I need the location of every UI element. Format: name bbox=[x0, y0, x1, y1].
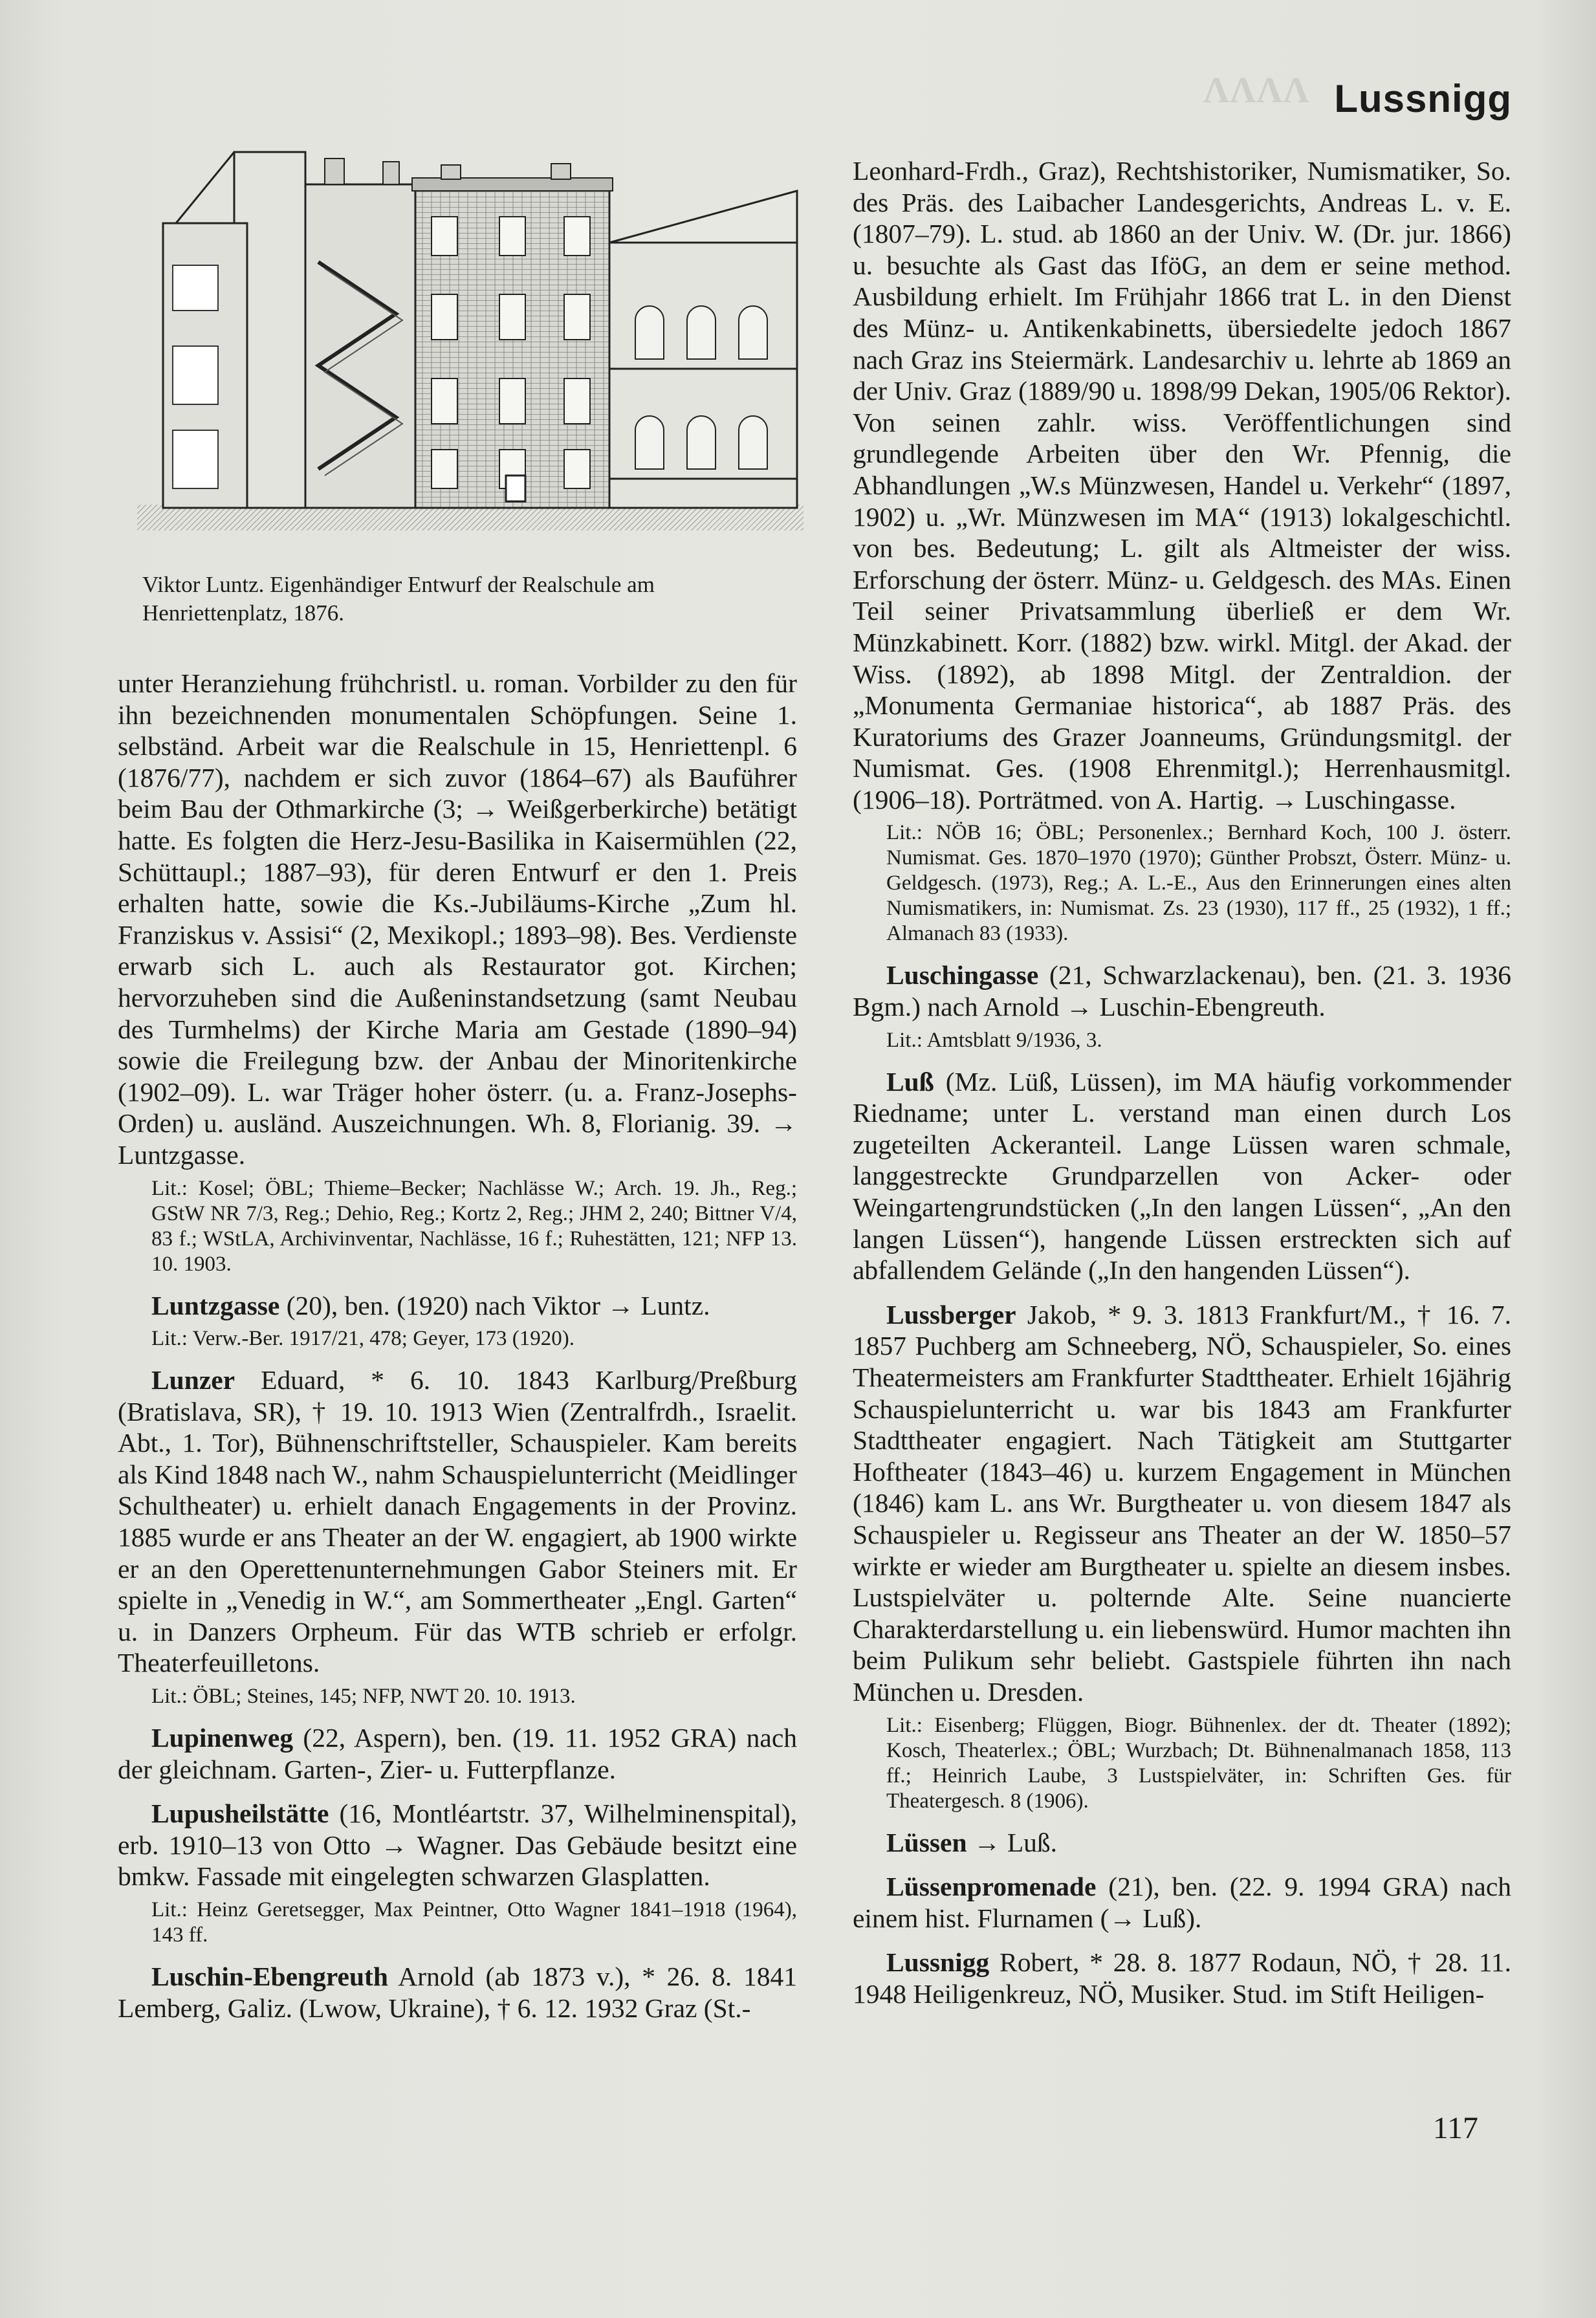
entry-headword: Lüssen bbox=[886, 1827, 967, 1857]
entry-headword: Lussnigg bbox=[886, 1947, 990, 1978]
entry-luschin-ebengreuth bbox=[118, 1961, 797, 2024]
entry-body: (Mz. Lüß, Lüssen), im MA häufig vorkommender Riedname; unter L. verstand man einen durch Los zugeteilten Ackeranteil. Lange Lüssen waren schmale, langgestreckte Grundparzellen von Acker- oder Weingartengrundstücken („In den langen Lüssen“, „An den langen Lüssen“), hangende Lüssen erstreckten sich auf abfallendem Gelände („In den hangenden Lüssen“). bbox=[853, 1066, 1511, 1285]
entry-body: (20), ben. (1920) nach Viktor → Luntz. bbox=[279, 1290, 710, 1320]
page-number: 117 bbox=[1432, 2111, 1478, 2145]
entry-headword: Luschin-Ebengreuth bbox=[151, 1962, 388, 1991]
literature-luschin: Lit.: NÖB 16; ÖBL; Personenlex.; Bernhard Koch, 100 J. österr. Numismat. Ges. 1870–1970 (1970); Günther Probszt, Österr. Münz- u. Geldgesch. (1973), Reg.; A. L.-E., Aus den Erinnerungen eines alten Numismatikers, in: Numismat. Zs. 23 (1930), 117 ff., 25 (1932), 1 ff.; Almanach 83 (1933). bbox=[886, 821, 1511, 946]
entry-headword: Lupinenweg bbox=[151, 1723, 294, 1753]
literature-lupusheilstaette: Lit.: Heinz Geretsegger, Max Peintner, Otto Wagner 1841–1918 (1964), 143 ff. bbox=[151, 1898, 797, 1947]
literature-lussberger: Lit.: Eisenberg; Flüggen, Biogr. Bühnenlex. der dt. Theater (1892); Kosch, Theaterlex.; ÖBL; Wurzbach; Dt. Bühnenalmanach 1858, 113 ff.; Heinrich Laube, 3 Lustspielväter, in: Schriften Ges. für Theatergesch. 8 (1906). bbox=[886, 1713, 1511, 1813]
caption-line: Henriettenplatz, 1876. bbox=[142, 600, 344, 626]
entry-lunzer bbox=[118, 1364, 797, 1679]
entry-luschingasse bbox=[853, 959, 1511, 1022]
figure-caption bbox=[142, 571, 763, 628]
entry-headword: Luschingasse bbox=[886, 960, 1039, 990]
caption-line: Viktor Luntz. Eigenhändiger Entwurf der Realschule am bbox=[142, 572, 655, 597]
entry-headword: Lüssenpromenade bbox=[886, 1872, 1097, 1902]
entry-body: Arnold (ab 1873 v.), * 26. 8. 1841 Lemberg, Galiz. (Lwow, Ukraine), † 6. 12. 1932 Graz (St.- bbox=[118, 1962, 797, 2023]
entry-headword: Luß bbox=[886, 1066, 934, 1097]
entry-body: (16, Montléartstr. 37, Wilhelminenspital), erb. 1910–13 von Otto → Wagner. Das Gebäude besitzt eine bmkw. Fassade mit eingelegten schwarzen Glasplatten. bbox=[118, 1799, 797, 1892]
entry-headword: Luntzgasse bbox=[151, 1290, 280, 1320]
literature-luschingasse: Lit.: Amtsblatt 9/1936, 3. bbox=[886, 1028, 1102, 1052]
right-column bbox=[853, 155, 1511, 2010]
entry-headword: Lussberger bbox=[886, 1299, 1016, 1329]
entry-luss bbox=[853, 1066, 1511, 1286]
literature-luntzgasse: Lit.: Verw.-Ber. 1917/21, 478; Geyer, 173 (1920). bbox=[151, 1327, 574, 1351]
paragraph-luntz-continued: unter Heranziehung frühchristl. u. roman. Vorbilder zu den für ihn bezeichnenden monumentalen Schöpfungen. Seine 1. selbständ. Arbeit war die Realschule in 15, Henriettenpl. 6 (1876/77), nachdem er sich zuvor (1864–67) als Bauführer beim Bau der Othmarkirche (3; → Weißgerberkirche) betätigt hatte. Es folgten die Herz-Jesu-Basilika in Kaisermühlen (22, Schüttaupl.; 1887–93), für deren Entwurf er den 1. Preis erhalten hatte, sowie die Ks.-Jubiläums-Kirche „Zum hl. Franziskus v. Assisi“ (2, Mexikopl.; 1893–98). Bes. Verdienste erwarb sich L. auch als Restaurator got. Kirchen; hervorzuheben sind die Außeninstandsetzung (samt Neubau des Turmhelms) der Kirche Maria am Gestade (1890–94) sowie die Freilegung bzw. der Anbau der Minoritenkirche (1902–09). L. war Träger hoher österr. (u. a. Franz-Josephs-Orden) u. ausländ. Auszeichnungen. Wh. 8, Florianig. 39. → Luntzgasse. bbox=[118, 668, 797, 1170]
entry-luessenpromenade bbox=[853, 1871, 1511, 1934]
entry-lupusheilstaette bbox=[118, 1798, 797, 1892]
building-section-drawing bbox=[137, 146, 803, 547]
bleed-through-text: ΛΛΛΛ bbox=[1203, 71, 1310, 111]
left-column bbox=[118, 668, 797, 2024]
paragraph-luschin-continued: Leonhard-Frdh., Graz), Rechtshistoriker, Numismatiker, So. des Präs. des Laibacher Landesgerichts, Andreas L. v. E. (1807–79). L. stud. ab 1860 an der Univ. W. (Dr. jur. 1866) u. besuchte als Gast das IföG, an dem er seine method. Ausbildung erhielt. Im Frühjahr 1866 trat L. in den Dienst des Münz- u. Antikenkabinetts, übersiedelte jedoch 1867 nach Graz ins Steiermärk. Landesarchiv u. lehrte ab 1869 an der Univ. Graz (1889/90 u. 1898/99 Dekan, 1905/06 Rektor). Von seinen zahlr. wiss. Veröffentlichungen sind grundlegende Arbeiten über den Wr. Pfennig, die Abhandlungen „W.s Münzwesen, Handel u. Verkehr“ (1897, 1902) u. „Wr. Münzwesen im MA“ (1913) lokalgeschichtl. von bes. Bedeutung; L. gilt als Altmeister der wiss. Erforschung der österr. Münz- u. Geldgesch. des MAs. Einen Teil seiner Privatsammlung überließ er dem Wr. Münzkabinett. Korr. (1882) bzw. wirkl. Mitgl. der Akad. der Wiss. (1892), ab 1898 Mitgl. der Zentraldion. der „Monumenta Germaniae historica“, ab 1887 Präs. des Kuratoriums des Grazer Joanneums, Gründungsmitgl. der Numismat. Ges. (1908 Ehrenmitgl.); Herrenhausmitgl. (1906–18). Porträtmed. von A. Hartig. → Luschingasse. bbox=[853, 156, 1511, 815]
literature-lunzer: Lit.: ÖBL; Steines, 145; NFP, NWT 20. 10. 1913. bbox=[151, 1685, 576, 1709]
entry-lussnigg bbox=[853, 1947, 1511, 2009]
entry-body: (22, Aspern), ben. (19. 11. 1952 GRA) nach der gleichnam. Garten-, Zier- u. Futterpflanze. bbox=[118, 1723, 797, 1784]
entry-body: (21, Schwarzlackenau), ben. (21. 3. 1936 Bgm.) nach Arnold → Luschin-Ebengreuth. bbox=[853, 960, 1511, 1022]
entry-body: Eduard, * 6. 10. 1843 Karlburg/Preßburg (Bratislava, SR), † 19. 10. 1913 Wien (Zentralfrdh., Israelit. Abt., 1. Tor), Bühnenschriftsteller, Schauspieler. Kam bereits als Kind 1848 nach W., nahm Schauspielunterricht (Meidlinger Schultheater) u. erhielt danach Engagements in der Provinz. 1885 wurde er ans Theater an der W. engagiert, ab 1900 wirkte er an den Operettenunternehmungen Gabor Steiners mit. Er spielte in „Venedig in W.“, am Sommertheater „Engl. Garten“ u. in Danzers Orpheum. Für das WTB schrieb er erfolgr. Theaterfeuilletons. bbox=[118, 1365, 797, 1678]
entry-luessen bbox=[853, 1827, 1511, 1859]
entry-lussberger bbox=[853, 1299, 1511, 1708]
running-header: Lussnigg bbox=[1334, 77, 1512, 120]
literature-luntz: Lit.: Kosel; ÖBL; Thieme–Becker; Nachlässe W.; Arch. 19. Jh., Reg.; GStW NR 7/3, Reg.; Dehio, Reg.; Kortz 2, Reg.; JHM 2, 240; Bittner V/4, 83 f.; WStLA, Archivinventar, Nachlässe, 16 f.; Ruhestätten, 121; NFP 13. 10. 1903. bbox=[151, 1176, 797, 1276]
entry-lupinenweg bbox=[118, 1722, 797, 1785]
entry-body: → Luß. bbox=[967, 1827, 1058, 1857]
entry-body: Jakob, * 9. 3. 1813 Frankfurt/M., † 16. 7. 1857 Puchberg am Schneeberg, NÖ, Schauspieler, So. eines Theatermeisters am Frankfurter Stadttheater. Erhielt 16jährig Schauspielunterricht u. war bis 1843 am Frankfurter Stadttheater engagiert. Nach Tätigkeit am Stuttgarter Hoftheater (1843–46) u. kurzem Engagement in München (1846) kam L. ans Wr. Burgtheater u. von diesem 1847 als Schauspieler u. Regisseur ans Theater an der W. 1850–57 wirkte er wieder am Burgtheater u. spielte an diesem insbes. Lustspielväter u. polternde Alte. Seine nuancierte Charakterdarstellung u. ein liebenswürd. Humor machten ihn beim Pulikum sehr beliebt. Gastspiele führten ihn nach München u. Dresden. bbox=[853, 1299, 1511, 1707]
entry-luntzgasse bbox=[118, 1290, 797, 1322]
entry-headword: Lupusheilstätte bbox=[151, 1799, 329, 1829]
entry-body: Robert, * 28. 8. 1877 Rodaun, NÖ, † 28. 11. 1948 Heiligenkreuz, NÖ, Musiker. Stud. im Stift Heiligen- bbox=[853, 1947, 1511, 2009]
entry-body: (21), ben. (22. 9. 1994 GRA) nach einem hist. Flurnamen (→ Luß). bbox=[853, 1872, 1511, 1933]
entry-headword: Lunzer bbox=[151, 1365, 235, 1395]
